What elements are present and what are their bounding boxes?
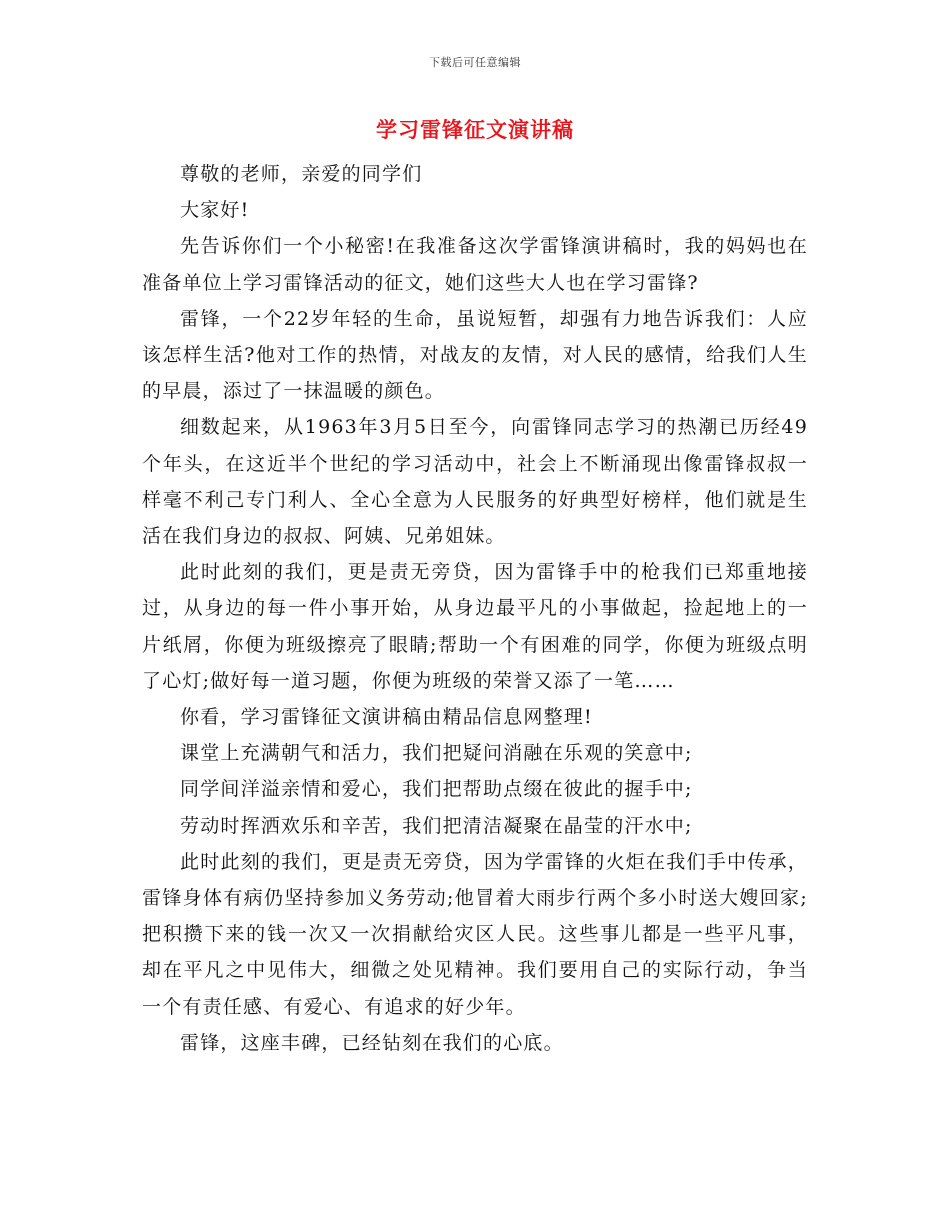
paragraph: 雷锋，一个22岁年轻的生命，虽说短暂，却强有力地告诉我们：人应该怎样生活?他对工作的热情，对战友的友情，对人民的感情，给我们人生的早晨，添过了一抹温暖的颜色。 <box>142 307 808 403</box>
document-body <box>142 156 808 1061</box>
paragraph: 你看，学习雷锋征文演讲稿由精品信息网整理! <box>180 706 593 729</box>
paragraph: 同学间洋溢亲情和爱心，我们把帮助点缀在彼此的握手中; <box>180 778 693 801</box>
paragraph: 课堂上充满朝气和活力，我们把疑问消融在乐观的笑意中; <box>180 742 693 765</box>
paragraph: 细数起来，从1963年3月5日至今，向雷锋同志学习的热潮已历经49个年头，在这近半个世纪的学习活动中，社会上不断涌现出像雷锋叔叔一样毫不利己专门利人、全心全意为人民服务的好典型好榜样，他们就是生活在我们身边的叔叔、阿姨、兄弟姐妹。 <box>142 416 808 548</box>
paragraph: 雷锋，这座丰碑，已经钻刻在我们的心底。 <box>180 1031 564 1054</box>
paragraph: 劳动时挥洒欢乐和辛苦，我们把清洁凝聚在晶莹的汗水中; <box>180 814 693 837</box>
paragraph: 先告诉你们一个小秘密!在我准备这次学雷锋演讲稿时，我的妈妈也在准备单位上学习雷锋活动的征文，她们这些大人也在学习雷锋? <box>142 235 808 294</box>
paragraph-greeting: 大家好! <box>180 199 250 222</box>
paragraph: 此时此刻的我们，更是责无旁贷，因为雷锋手中的枪我们已郑重地接过，从身边的每一件小事开始，从身边最平凡的小事做起，捡起地上的一片纸屑，你便为班级擦亮了眼睛;帮助一个有困难的同学，你便为班级点明了心灯;做好每一道习题，你便为班级的荣誉又添了一笔…… <box>142 561 808 692</box>
page-title: 学习雷锋征文演讲稿 <box>376 117 574 142</box>
paragraph: 此时此刻的我们，更是责无旁贷，因为学雷锋的火炬在我们手中传承，雷锋身体有病仍坚持参加义务劳动;他冒着大雨步行两个多小时送大嫂回家;把积攒下来的钱一次又一次捐献给灾区人民。这些事儿都是一些平凡事，却在平凡之中见伟大，细微之处见精神。我们要用自己的实际行动，争当一个有责任感、有爱心、有追求的好少年。 <box>142 850 808 1018</box>
paragraph-salutation: 尊敬的老师，亲爱的同学们 <box>180 163 423 185</box>
header-note: 下载后可任意编辑 <box>429 56 521 69</box>
